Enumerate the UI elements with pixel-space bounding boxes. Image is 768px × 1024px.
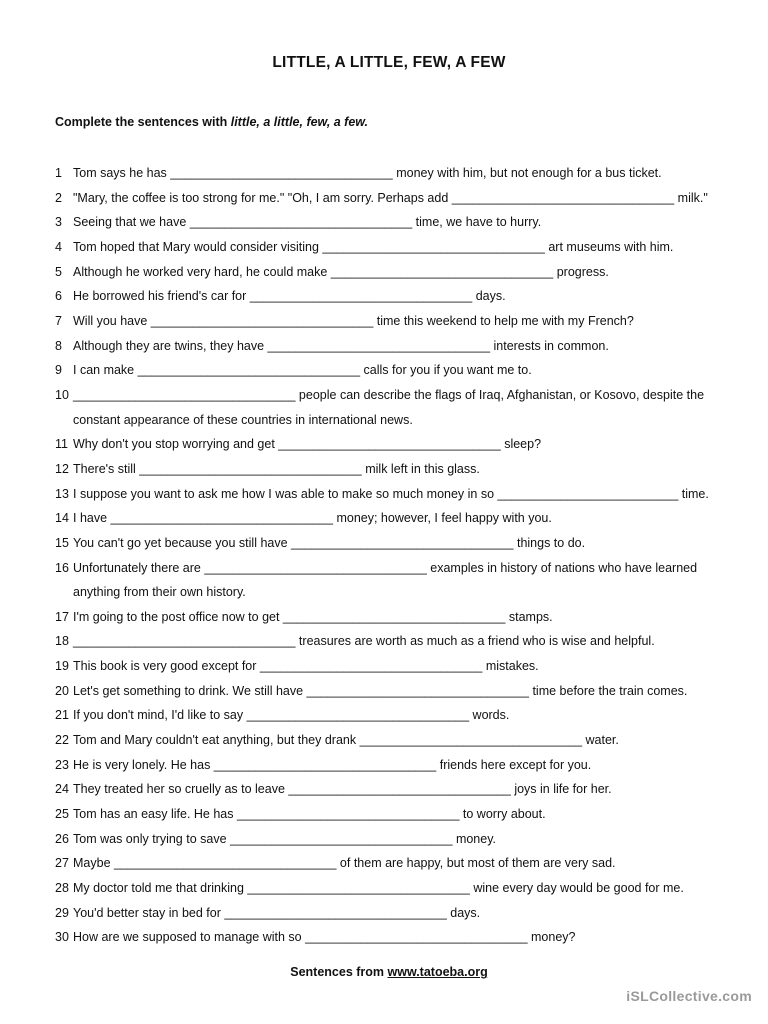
exercise-number: 19 <box>55 659 69 674</box>
exercise-number: 5 <box>55 264 62 279</box>
exercise-text: You can't go yet because you still have ________________________________ things to do. <box>73 535 586 550</box>
exercise-item-30 <box>55 925 735 950</box>
exercise-item-19 <box>55 654 735 679</box>
instructions-terms: little, a little, few, a few. <box>230 115 369 129</box>
exercise-item-5 <box>55 260 735 285</box>
exercise-item-28 <box>55 876 735 901</box>
exercise-item-15 <box>55 531 735 556</box>
exercise-item-12 <box>55 457 735 482</box>
exercise-text: Tom says he has ________________________________ money with him, but not enough for a bus ticket. <box>73 166 662 180</box>
exercise-text: Why don't you stop worrying and get ________________________________ sleep? <box>73 437 542 452</box>
source-credit-lead: Sentences from <box>290 965 388 979</box>
exercise-number: 3 <box>55 215 62 230</box>
exercise-number: 21 <box>55 708 69 723</box>
exercise-number: 1 <box>55 166 62 180</box>
exercise-number: 23 <box>55 757 69 772</box>
exercise-number: 2 <box>55 190 62 205</box>
exercise-text: Tom has an easy life. He has ________________________________ to worry about. <box>73 807 546 822</box>
exercise-text: I'm going to the post office now to get ________________________________ stamps. <box>73 609 553 624</box>
instructions-lead: Complete the sentences with <box>55 115 231 129</box>
exercise-number: 30 <box>55 930 69 945</box>
exercise-text: I can make ________________________________ calls for you if you want me to. <box>73 363 532 378</box>
exercise-number: 15 <box>55 535 69 550</box>
exercise-item-25 <box>55 802 735 827</box>
exercise-item-14 <box>55 506 735 531</box>
exercise-number: 9 <box>55 363 62 378</box>
exercise-item-11 <box>55 432 735 457</box>
exercise-number: 7 <box>55 313 62 328</box>
exercise-item-9 <box>55 358 735 383</box>
exercise-text: I suppose you want to ask me how I was able to make so much money in so __________________________ time. <box>73 486 709 501</box>
exercise-item-29 <box>55 901 735 926</box>
exercise-number: 29 <box>55 905 69 920</box>
exercise-text: He is very lonely. He has ________________________________ friends here except for you. <box>73 757 592 772</box>
exercise-text: How are we supposed to manage with so ________________________________ money? <box>73 930 576 945</box>
exercise-text: Unfortunately there are ________________________________ examples in history of nations who have learned anything from their own history. <box>73 560 698 600</box>
exercise-number: 10 <box>55 387 69 402</box>
exercise-text: You'd better stay in bed for ________________________________ days. <box>73 905 481 920</box>
exercise-number: 12 <box>55 461 69 476</box>
exercise-text: Tom was only trying to save ________________________________ money. <box>73 831 497 846</box>
exercise-number: 28 <box>55 881 69 896</box>
exercise-text: Although they are twins, they have ________________________________ interests in common. <box>73 338 609 353</box>
exercise-text: I have ________________________________ money; however, I feel happy with you. <box>73 511 552 526</box>
exercise-item-10 <box>55 383 735 432</box>
exercise-number: 24 <box>55 782 69 797</box>
exercise-text: Tom hoped that Mary would consider visiting ________________________________ art museums with him. <box>73 239 674 254</box>
exercise-item-26 <box>55 827 735 852</box>
exercise-item-1 <box>55 161 735 186</box>
exercise-number: 25 <box>55 807 69 822</box>
exercise-text: Maybe ________________________________ of them are happy, but most of them are very sad. <box>73 856 616 871</box>
exercise-number: 26 <box>55 831 69 846</box>
exercise-number: 20 <box>55 683 69 698</box>
exercise-item-16 <box>55 556 735 605</box>
exercise-item-27 <box>55 851 735 876</box>
watermark-logo: iSLCollective.com <box>626 988 752 1004</box>
exercise-item-7 <box>55 309 735 334</box>
instructions <box>55 115 368 129</box>
exercise-item-13 <box>55 482 735 507</box>
exercise-text: Seeing that we have ________________________________ time, we have to hurry. <box>73 215 542 230</box>
exercise-text: Although he worked very hard, he could make ________________________________ progress. <box>73 264 609 279</box>
exercise-item-17 <box>55 605 735 630</box>
exercise-text: This book is very good except for ________________________________ mistakes. <box>73 659 539 674</box>
exercise-item-6 <box>55 284 735 309</box>
exercise-text: Let's get something to drink. We still have ________________________________ time before the train comes. <box>73 683 688 698</box>
exercise-number: 17 <box>55 609 69 624</box>
exercise-text: Will you have ________________________________ time this weekend to help me with my French? <box>73 313 634 328</box>
exercise-list <box>55 161 735 950</box>
exercise-text: ________________________________ treasures are worth as much as a friend who is wise and helpful. <box>73 634 655 649</box>
exercise-number: 13 <box>55 486 69 501</box>
exercise-number: 11 <box>55 437 68 452</box>
source-link[interactable]: www.tatoeba.org <box>387 965 488 979</box>
exercise-item-18 <box>55 629 735 654</box>
source-credit <box>0 965 768 979</box>
exercise-item-8 <box>55 334 735 359</box>
exercise-item-4 <box>55 235 735 260</box>
exercise-item-23 <box>55 753 735 778</box>
exercise-item-3 <box>55 210 735 235</box>
exercise-item-20 <box>55 679 735 704</box>
exercise-item-22 <box>55 728 735 753</box>
worksheet-title: LITTLE, A LITTLE, FEW, A FEW <box>272 54 506 71</box>
exercise-number: 6 <box>55 289 62 304</box>
exercise-number: 4 <box>55 239 62 254</box>
exercise-number: 22 <box>55 733 69 748</box>
exercise-number: 8 <box>55 338 62 353</box>
exercise-text: There's still ________________________________ milk left in this glass. <box>73 461 480 476</box>
exercise-text: ________________________________ people can describe the flags of Iraq, Afghanistan, or Kosovo, despite the constant appearance of these countries in international news. <box>73 387 705 427</box>
exercise-text: Tom and Mary couldn't eat anything, but they drank ________________________________ water. <box>73 733 619 748</box>
exercise-text: "Mary, the coffee is too strong for me." "Oh, I am sorry. Perhaps add ________________________________ milk." <box>73 190 708 205</box>
exercise-text: If you don't mind, I'd like to say ________________________________ words. <box>73 708 510 723</box>
exercise-number: 16 <box>55 560 69 575</box>
exercise-text: They treated her so cruelly as to leave ________________________________ joys in life for her. <box>73 782 612 797</box>
exercise-number: 14 <box>55 511 69 526</box>
exercise-item-2 <box>55 186 735 211</box>
exercise-item-24 <box>55 777 735 802</box>
exercise-text: He borrowed his friend's car for ________________________________ days. <box>73 289 506 304</box>
exercise-text: My doctor told me that drinking ________________________________ wine every day would be good for me. <box>73 881 684 896</box>
exercise-number: 27 <box>55 856 69 871</box>
exercise-number: 18 <box>55 634 69 649</box>
exercise-item-21 <box>55 703 735 728</box>
